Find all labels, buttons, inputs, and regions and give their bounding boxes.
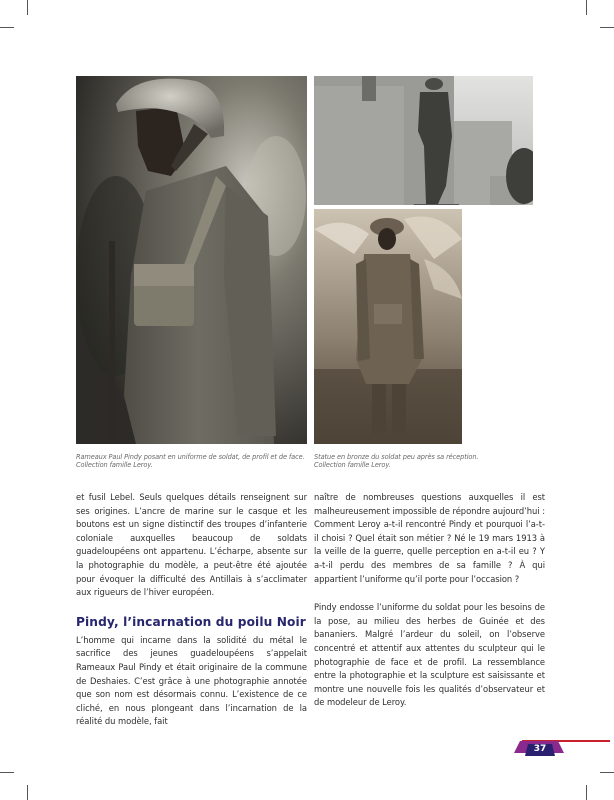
left-paragraph-2: L’homme qui incarne dans la solidité du métal le sacrifice des jeunes guadeloupéens s’appelait Rameaux Paul Pindy et était originaire de la commune de Deshaies. C’est grâce à une photographie annotée que son nom est désormais connu. L’existence de ce cliché, en nous plongeant dans l’incarnation de la réalité du modèle, fait (76, 634, 307, 727)
page-number: 37 (533, 744, 547, 754)
crop-mark-bottom-right-h (600, 772, 614, 773)
left-paragraph-1: et fusil Lebel. Seuls quelques détails renseignent sur ses origines. L’ancre de marine sur le casque et les boutons est un signe distinctif des troupes d’infanterie coloniale auxquelles beaucoup de soldats guadeloupéens ont appartenu. L’écharpe, absente sur la photographie du modèle, a peut-être été ajoutée pour évoquer la difficulté des Antillais à s’acclimater aux rigueurs de l’hiver européen. (76, 492, 307, 598)
caption-left-line2: Collection famille Leroy. (76, 461, 153, 469)
soldier-full-length-image (314, 209, 462, 444)
caption-right-line1: Statue en bronze du soldat peu après sa réception. (314, 453, 479, 461)
soldier-full-length-photo (314, 209, 462, 444)
crop-mark-top-left-v (27, 0, 28, 15)
right-paragraph-2: Pindy endosse l’uniforme du soldat pour les besoins de la pose, au milieu des herbes de Guinée et des bananiers. Malgré l’ardeur du soleil, on l’observe concentré et attentif aux attentes du sculpteur qui le photographie de face et de profil. La ressemblance entre la photographie et la sculpture est saisissante et montre une nouvelle fois les qualités d’observateur et de modeleur de Leroy. (314, 602, 545, 708)
crop-mark-top-right-v (586, 0, 587, 15)
page-number-badge (510, 738, 605, 760)
left-text-column (76, 491, 307, 729)
crop-mark-bottom-right-v (586, 785, 587, 800)
crop-mark-top-left-h (0, 27, 14, 28)
section-heading: Pindy, l’incarnation du poilu Noir (76, 614, 306, 629)
crop-mark-bottom-left-v (27, 785, 28, 800)
caption-right (314, 453, 544, 469)
crop-mark-top-right-h (600, 27, 614, 28)
caption-right-line2: Collection famille Leroy. (314, 461, 391, 469)
soldier-profile-photo (76, 76, 307, 444)
caption-left-line1: Rameaux Paul Pindy posant en uniforme de soldat, de profil et de face. (76, 453, 305, 461)
right-text-column (314, 491, 545, 710)
right-paragraph-1: naître de nombreuses questions auxquelles il est malheureusement impossible de répondre aujourd’hui : Comment Leroy a-t-il rencontré Pindy et pourquoi l’a-t-il choisi ? Quel était son métier ? Né le 19 mars 1913 à la veille de la guerre, quelle perception en a-t-il eu ? Y a-t-il perdu des membres de sa famille ? À qui appartient l’uniforme qu’il porte pour l’occasion ? (314, 492, 545, 584)
soldier-profile-image (76, 76, 307, 444)
crop-mark-bottom-left-h (0, 772, 14, 773)
caption-left (76, 453, 316, 469)
bronze-statue-photo (314, 76, 533, 205)
bronze-statue-image (314, 76, 533, 205)
